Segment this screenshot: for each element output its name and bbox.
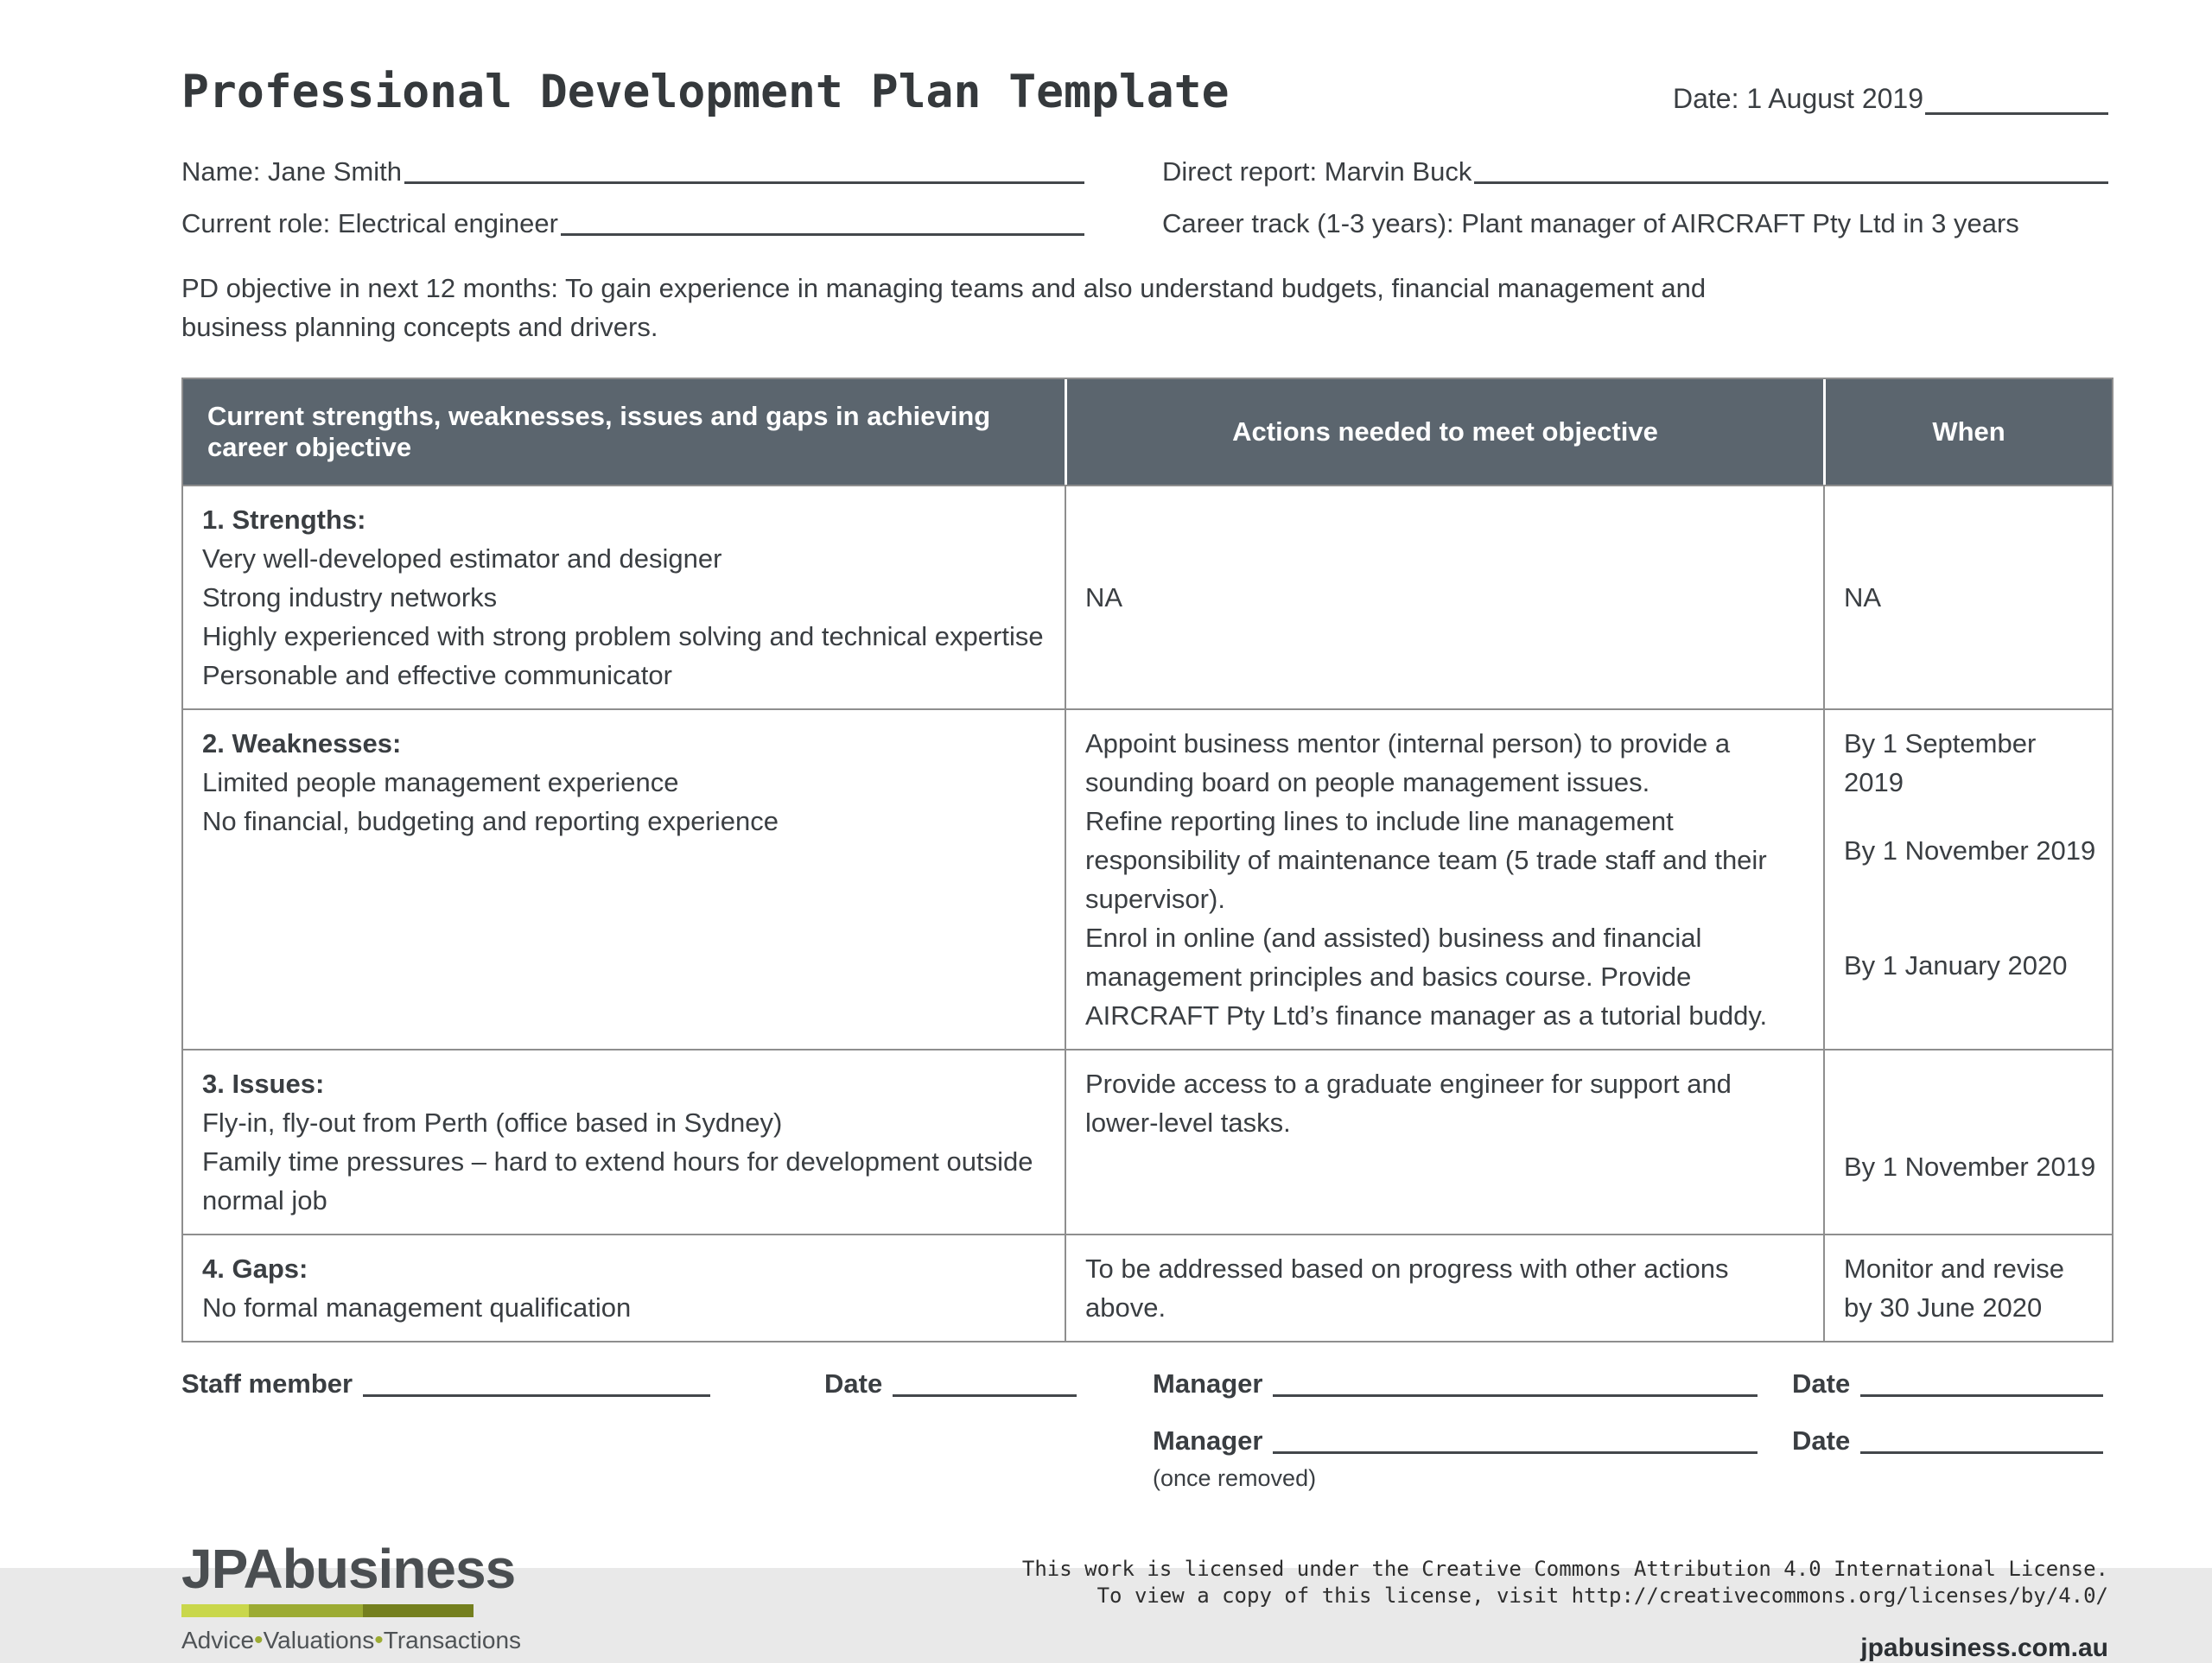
date-label: Date — [1792, 1425, 1851, 1456]
weaknesses-category-cell — [183, 710, 1065, 1049]
logo-bar-segment-mid — [249, 1604, 363, 1617]
staff-date-line — [893, 1394, 1077, 1397]
direct-report-blank-line — [1474, 181, 2108, 184]
weaknesses-action: Enrol in online (and assisted) business and financial management principles and basics course. Provide AIRCRAFT Pty Ltd’s finance manager as a tutorial buddy. — [1085, 923, 1768, 1031]
name-blank-line — [404, 181, 1084, 184]
tagline-advice: Advice — [181, 1627, 255, 1653]
weaknesses-when-cell — [1823, 710, 2114, 1049]
weaknesses-action: Appoint business mentor (internal person) to provide a sounding board on people management issues. — [1085, 728, 1731, 797]
weaknesses-actions-cell — [1065, 710, 1823, 1049]
issues-when-cell — [1823, 1050, 2114, 1234]
once-removed-note: (once removed) — [1153, 1465, 1317, 1491]
gaps-category-cell — [183, 1235, 1065, 1341]
logo-bar-segment-dark — [363, 1604, 474, 1617]
weaknesses-when: By 1 September 2019 — [1844, 728, 2037, 797]
header-cell-actions: Actions needed to meet objective — [1065, 379, 1823, 485]
career-track-field — [1162, 208, 2108, 239]
gaps-item: No formal management qualification — [202, 1292, 632, 1323]
strengths-item: Very well-developed estimator and designer — [202, 543, 722, 574]
issues-action: Provide access to a graduate engineer for support and lower-level tasks. — [1085, 1069, 1732, 1138]
gaps-when: Monitor and revise by 30 June 2020 — [1844, 1254, 2065, 1323]
bullet-icon: • — [374, 1626, 384, 1654]
signature-section — [181, 1368, 2108, 1492]
website-text: jpabusiness.com.au — [1860, 1634, 2108, 1662]
gaps-title: 4. Gaps: — [202, 1254, 308, 1284]
license-line-2: To view a copy of this license, visit http://creativecommons.org/licenses/by/4.0/ — [1096, 1584, 2108, 1608]
strengths-when-cell — [1823, 486, 2112, 708]
weaknesses-when: By 1 November 2019 — [1844, 835, 2096, 866]
manager-once-removed-signature-line — [1273, 1451, 1758, 1454]
manager-label: Manager — [1153, 1425, 1263, 1456]
tagline-transactions: Transactions — [383, 1627, 522, 1653]
current-role-value: Current role: Electrical engineer — [181, 208, 558, 238]
logo-wordmark: JPAbusiness — [181, 1538, 516, 1600]
name-field — [181, 156, 1084, 187]
info-fields — [181, 156, 2108, 239]
logo-bar-segment-light — [181, 1604, 249, 1617]
career-track-value: Career track (1-3 years): Plant manager of AIRCRAFT Pty Ltd in 3 years — [1162, 208, 2019, 238]
current-role-field — [181, 208, 1084, 239]
development-plan-table — [181, 378, 2113, 1342]
page-content — [181, 0, 2108, 1663]
direct-report-value: Direct report: Marvin Buck — [1162, 156, 1472, 187]
manager-once-removed-signature — [1153, 1425, 1758, 1457]
page-footer — [181, 1537, 2108, 1663]
date-label: Date — [824, 1368, 883, 1399]
pd-objective-text: PD objective in next 12 months: To gain experience in managing teams and also understand budgets, financial management and business planning concepts and drivers. — [181, 273, 1707, 342]
jpabusiness-logo — [181, 1537, 522, 1655]
logo-color-bar — [181, 1604, 474, 1617]
issues-actions-cell — [1065, 1050, 1823, 1234]
issues-item: Fly-in, fly-out from Perth (office based in Sydney) — [202, 1108, 783, 1138]
strengths-title: 1. Strengths: — [202, 505, 366, 535]
current-role-blank-line — [561, 233, 1084, 236]
manager-once-removed-date-field — [1792, 1425, 2103, 1457]
bullet-icon: • — [254, 1626, 264, 1654]
gaps-action: To be addressed based on progress with other actions above. — [1085, 1254, 1729, 1323]
title-row — [181, 66, 2108, 118]
staff-member-signature-line — [363, 1394, 710, 1397]
manager-date-field — [1792, 1368, 2103, 1400]
strengths-category-cell — [183, 486, 1065, 708]
table-row-weaknesses — [183, 708, 2112, 1049]
weaknesses-item: Limited people management experience — [202, 767, 679, 797]
strengths-item: Strong industry networks — [202, 582, 498, 613]
page-title: Professional Development Plan Template — [181, 66, 1230, 118]
table-row-gaps — [183, 1234, 2112, 1341]
strengths-when: NA — [1844, 582, 1882, 613]
strengths-action: NA — [1085, 582, 1123, 613]
date-field — [1673, 83, 2108, 115]
weaknesses-action: Refine reporting lines to include line management responsibility of maintenance team (5 trade staff and their supervisor). — [1085, 806, 1767, 914]
gaps-actions-cell — [1065, 1235, 1823, 1341]
weaknesses-when: By 1 January 2020 — [1844, 950, 2068, 981]
gaps-when-cell — [1823, 1235, 2112, 1341]
staff-member-signature — [181, 1368, 710, 1400]
direct-report-field — [1162, 156, 2108, 187]
staff-date-field — [824, 1368, 1077, 1400]
table-header-row — [183, 379, 2112, 485]
logo-tagline — [181, 1626, 522, 1655]
manager-once-removed-date-line — [1860, 1451, 2103, 1454]
date-label: Date — [1792, 1368, 1851, 1399]
table-row-strengths — [183, 485, 2112, 708]
license-block — [1022, 1556, 2108, 1663]
date-blank-line — [1925, 112, 2108, 115]
signature-row-2 — [181, 1425, 2108, 1457]
manager-signature-line — [1273, 1394, 1758, 1397]
manager-label: Manager — [1153, 1368, 1263, 1399]
issues-item: Family time pressures – hard to extend hours for development outside normal job — [202, 1146, 1033, 1216]
staff-member-label: Staff member — [181, 1368, 353, 1399]
header-cell-strengths: Current strengths, weaknesses, issues and gaps in achieving career objective — [207, 401, 991, 462]
tagline-valuations: Valuations — [263, 1627, 375, 1653]
strengths-item: Personable and effective communicator — [202, 660, 672, 690]
manager-date-line — [1860, 1394, 2103, 1397]
header-cell-when: When — [1823, 379, 2112, 485]
weaknesses-item: No financial, budgeting and reporting experience — [202, 806, 779, 836]
strengths-item: Highly experienced with strong problem solving and technical expertise — [202, 621, 1044, 651]
signature-row-1 — [181, 1368, 2108, 1400]
manager-signature — [1153, 1368, 1758, 1400]
issues-category-cell — [183, 1050, 1065, 1234]
strengths-actions-cell — [1065, 486, 1823, 708]
issues-when: By 1 November 2019 — [1844, 1152, 2096, 1182]
date-value: Date: 1 August 2019 — [1673, 83, 1923, 114]
table-row-issues — [183, 1049, 2112, 1234]
name-value: Name: Jane Smith — [181, 156, 402, 187]
license-line-1: This work is licensed under the Creative Commons Attribution 4.0 International License. — [1021, 1557, 2108, 1581]
weaknesses-title: 2. Weaknesses: — [202, 728, 402, 759]
issues-title: 3. Issues: — [202, 1069, 325, 1099]
